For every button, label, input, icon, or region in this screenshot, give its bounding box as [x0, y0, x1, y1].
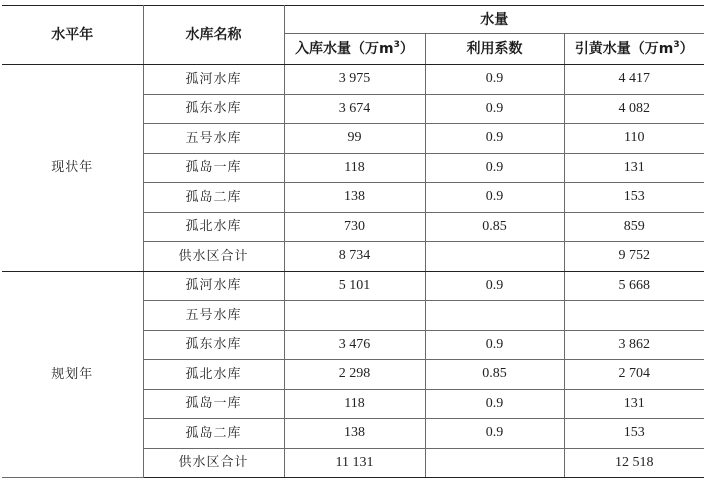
inflow-value: 138: [284, 183, 425, 213]
inflow-value: 5 101: [284, 271, 425, 301]
inflow-value: 118: [284, 153, 425, 183]
diverted-value: 3 862: [564, 330, 704, 360]
table-row: [2, 65, 704, 95]
header-diverted-label: 引黄水量（万m: [574, 41, 674, 57]
reservoir-name: 孤北水库: [143, 212, 284, 242]
reservoir-name: 孤岛二库: [143, 419, 284, 449]
reservoir-name: 五号水库: [143, 124, 284, 154]
unit-close: ）: [679, 41, 694, 57]
reservoir-name: 五号水库: [143, 301, 284, 331]
coefficient-value: 0.85: [425, 360, 564, 390]
diverted-value: 4 417: [564, 65, 704, 95]
inflow-value: 99: [284, 124, 425, 154]
table-row: [2, 271, 704, 301]
reservoir-name: 孤岛二库: [143, 183, 284, 213]
header-reservoir-name: 水库名称: [143, 6, 284, 65]
inflow-value: 3 975: [284, 65, 425, 95]
unit-exponent: 3: [673, 40, 680, 50]
inflow-value: [284, 301, 425, 331]
diverted-value: 110: [564, 124, 704, 154]
reservoir-name: 孤河水库: [143, 65, 284, 95]
reservoir-name: 孤岛一库: [143, 153, 284, 183]
coefficient-value: 0.85: [425, 212, 564, 242]
reservoir-name: 孤东水库: [143, 94, 284, 124]
coefficient-value: 0.9: [425, 153, 564, 183]
diverted-value: 131: [564, 153, 704, 183]
reservoir-name: 孤河水库: [143, 271, 284, 301]
coefficient-value: 0.9: [425, 330, 564, 360]
reservoir-water-table: [2, 5, 704, 478]
section-planning-year: [2, 271, 704, 478]
section-current-year: [2, 65, 704, 272]
coefficient-value: [425, 242, 564, 272]
diverted-value: 9 752: [564, 242, 704, 272]
inflow-value: 138: [284, 419, 425, 449]
coefficient-value: 0.9: [425, 94, 564, 124]
diverted-value: 5 668: [564, 271, 704, 301]
reservoir-name: 供水区合计: [143, 242, 284, 272]
year-cell: 现状年: [2, 65, 143, 272]
header-year: 水平年: [2, 6, 143, 65]
diverted-value: 153: [564, 183, 704, 213]
coefficient-value: [425, 301, 564, 331]
header-water-volume: 水量: [284, 6, 704, 34]
coefficient-value: 0.9: [425, 65, 564, 95]
unit-exponent: 3: [393, 40, 400, 50]
reservoir-name: 孤岛一库: [143, 389, 284, 419]
reservoir-name: 孤东水库: [143, 330, 284, 360]
inflow-value: 118: [284, 389, 425, 419]
coefficient-value: 0.9: [425, 183, 564, 213]
diverted-value: 153: [564, 419, 704, 449]
coefficient-value: 0.9: [425, 271, 564, 301]
inflow-value: 3 674: [284, 94, 425, 124]
reservoir-name: 孤北水库: [143, 360, 284, 390]
inflow-value: 8 734: [284, 242, 425, 272]
diverted-value: 2 704: [564, 360, 704, 390]
coefficient-value: 0.9: [425, 124, 564, 154]
inflow-value: 2 298: [284, 360, 425, 390]
header-diverted: [564, 34, 704, 65]
header-row: [2, 6, 704, 34]
coefficient-value: 0.9: [425, 419, 564, 449]
unit-close: ）: [399, 41, 414, 57]
diverted-value: 4 082: [564, 94, 704, 124]
diverted-value: 131: [564, 389, 704, 419]
inflow-value: 3 476: [284, 330, 425, 360]
diverted-value: 12 518: [564, 448, 704, 478]
coefficient-value: 0.9: [425, 389, 564, 419]
year-cell: 规划年: [2, 271, 143, 478]
diverted-value: 859: [564, 212, 704, 242]
diverted-value: [564, 301, 704, 331]
inflow-value: 11 131: [284, 448, 425, 478]
coefficient-value: [425, 448, 564, 478]
reservoir-name: 供水区合计: [143, 448, 284, 478]
inflow-value: 730: [284, 212, 425, 242]
header-inflow: [284, 34, 425, 65]
header-coefficient: 利用系数: [425, 34, 564, 65]
header-inflow-label: 入库水量（万m: [295, 41, 394, 57]
table-header: [2, 6, 704, 65]
